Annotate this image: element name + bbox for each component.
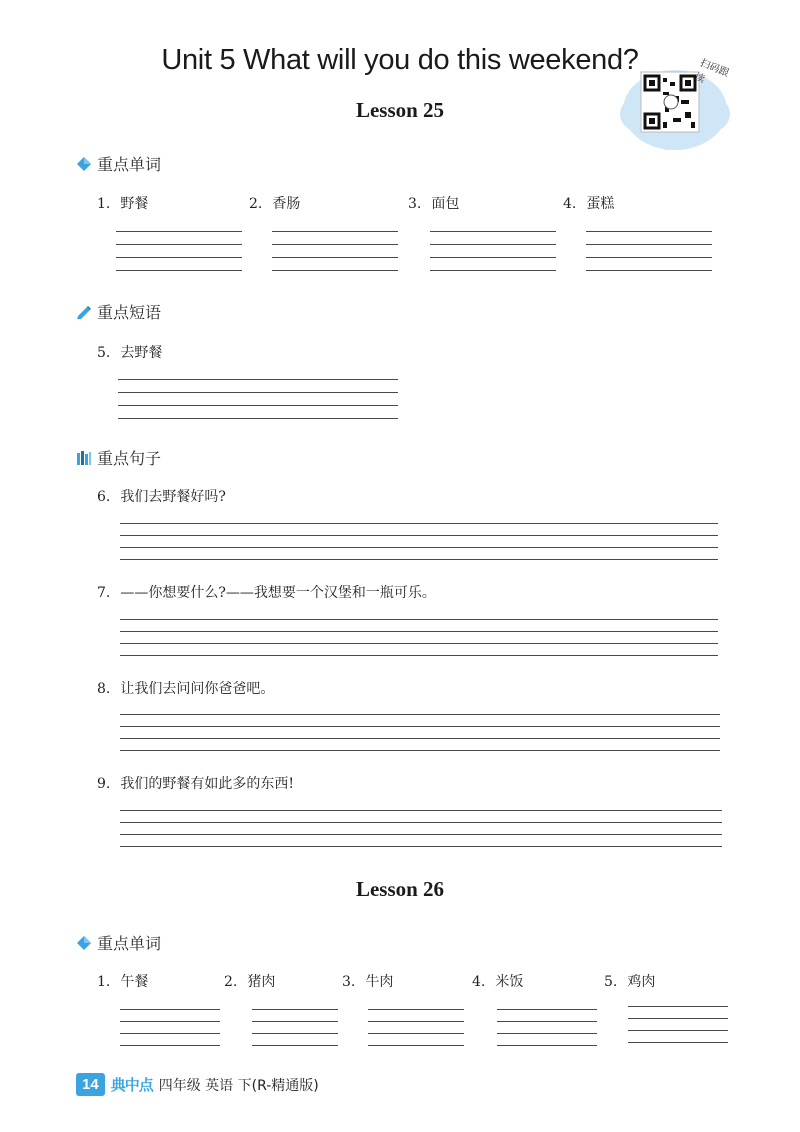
item-number: 1. xyxy=(97,974,111,990)
sentence-item xyxy=(97,486,226,506)
writing-lines[interactable] xyxy=(120,619,718,667)
item-text: 蛋糕 xyxy=(586,196,615,212)
writing-lines[interactable] xyxy=(272,231,398,283)
item-text: 野餐 xyxy=(120,196,149,212)
word-item xyxy=(224,971,275,991)
item-number: 3. xyxy=(408,196,422,212)
item-number: 9. xyxy=(97,776,111,792)
writing-lines[interactable] xyxy=(116,231,242,283)
writing-lines[interactable] xyxy=(118,379,398,431)
writing-lines[interactable] xyxy=(120,1009,220,1057)
item-number: 3. xyxy=(342,974,356,990)
item-number: 7. xyxy=(97,585,111,601)
word-item xyxy=(408,193,459,213)
item-text: 牛肉 xyxy=(365,974,394,990)
writing-lines[interactable] xyxy=(430,231,556,283)
item-text: 我们去野餐好吗? xyxy=(120,489,226,505)
brand-logo: 典中点 xyxy=(110,1076,153,1094)
item-number: 2. xyxy=(224,974,238,990)
item-text: 午餐 xyxy=(120,974,149,990)
item-text: 去野餐 xyxy=(120,345,163,361)
writing-lines[interactable] xyxy=(628,1006,728,1054)
writing-lines[interactable] xyxy=(368,1009,464,1057)
unit-title: Unit 5 What will you do this weekend? xyxy=(161,44,639,76)
section-heading-words-25 xyxy=(76,152,161,175)
item-number: 4. xyxy=(472,974,486,990)
section-heading-phrases-25 xyxy=(76,300,161,323)
item-number: 6. xyxy=(97,489,111,505)
page-footer xyxy=(76,1073,319,1096)
item-text: ——你想要什么?——我想要一个汉堡和一瓶可乐。 xyxy=(120,585,436,601)
section-heading-text: 重点单词 xyxy=(97,155,162,174)
books-icon xyxy=(76,450,92,466)
item-text: 香肠 xyxy=(272,196,301,212)
writing-lines[interactable] xyxy=(120,810,722,858)
pencil-icon xyxy=(76,304,92,320)
lesson-26-title: Lesson 26 xyxy=(355,877,445,901)
item-number: 8. xyxy=(97,681,111,697)
word-item xyxy=(342,971,393,991)
page-number: 14 xyxy=(76,1073,105,1096)
qr-caption: 扫码跟读 xyxy=(692,57,731,86)
writing-lines[interactable] xyxy=(586,231,712,283)
word-item xyxy=(472,971,523,991)
sentence-item xyxy=(97,773,294,793)
diamond-icon xyxy=(76,935,92,951)
writing-lines[interactable] xyxy=(120,714,720,762)
item-number: 1. xyxy=(97,196,111,212)
item-text: 我们的野餐有如此多的东西! xyxy=(120,776,294,792)
item-number: 4. xyxy=(563,196,577,212)
writing-lines[interactable] xyxy=(252,1009,338,1057)
diamond-icon xyxy=(76,156,92,172)
book-info: 四年级 英语 下(R-精通版) xyxy=(158,1077,319,1094)
section-heading-text: 重点句子 xyxy=(97,449,162,468)
item-text: 让我们去问问你爸爸吧。 xyxy=(120,681,275,697)
word-item xyxy=(249,193,300,213)
writing-lines[interactable] xyxy=(497,1009,597,1057)
section-heading-words-26 xyxy=(76,931,161,954)
sentence-item xyxy=(97,678,274,698)
word-item xyxy=(97,193,148,213)
item-number: 2. xyxy=(249,196,263,212)
phrase-item xyxy=(97,342,162,362)
item-text: 面包 xyxy=(431,196,460,212)
writing-lines[interactable] xyxy=(120,523,718,571)
item-text: 猪肉 xyxy=(247,974,276,990)
word-item xyxy=(563,193,614,213)
word-item xyxy=(97,971,148,991)
section-heading-text: 重点短语 xyxy=(97,303,162,322)
item-number: 5. xyxy=(604,974,618,990)
item-text: 鸡肉 xyxy=(627,974,656,990)
item-number: 5. xyxy=(97,345,111,361)
sentence-item xyxy=(97,582,436,602)
section-heading-sentences-25 xyxy=(76,446,161,469)
section-heading-text: 重点单词 xyxy=(97,934,162,953)
lesson-25-title: Lesson 25 xyxy=(355,98,445,122)
item-text: 米饭 xyxy=(495,974,524,990)
word-item xyxy=(604,971,655,991)
